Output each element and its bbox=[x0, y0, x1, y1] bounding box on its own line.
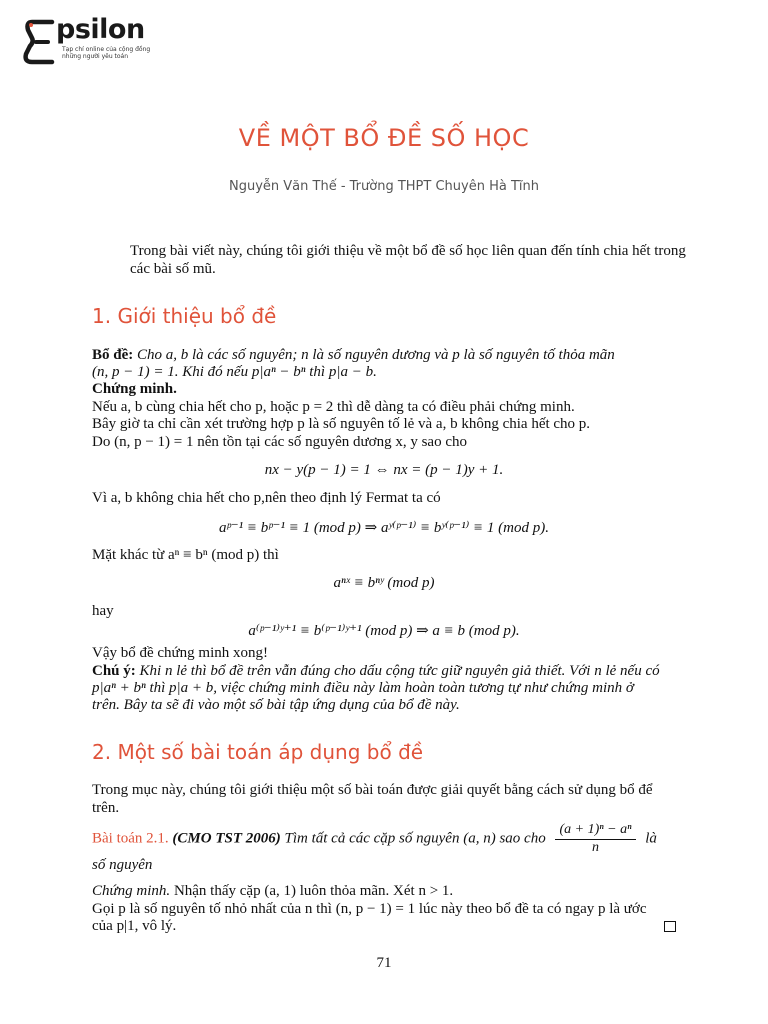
equation-3: aⁿˣ ≡ bⁿʸ (mod p) bbox=[333, 575, 435, 591]
intro-paragraph: Trong bài viết này, chúng tôi giới thiệu về một bổ đề số học liên quan đến tính chia hết trong các bài số mũ. bbox=[130, 243, 686, 277]
proof-line-5: Mặt khác từ aⁿ ≡ bⁿ (mod p) thì bbox=[92, 547, 279, 563]
proof-line-4: Vì a, b không chia hết cho p,nên theo định lý Fermat ta có bbox=[92, 490, 441, 506]
article-title: VỀ MỘT BỔ ĐỀ SỐ HỌC bbox=[238, 124, 530, 152]
qed-square-icon bbox=[664, 921, 676, 932]
logo-tagline bbox=[62, 46, 150, 60]
proof-line-2: Bây giờ ta chỉ cần xét trường hợp p là số nguyên tố lẻ và a, b không chia hết cho p. bbox=[92, 416, 591, 432]
fraction-denominator: n bbox=[591, 840, 599, 855]
problem-text: Tìm tất cả các cặp số nguyên (a, n) sao cho bbox=[284, 830, 546, 847]
proof-label bbox=[92, 381, 692, 398]
lemma-text-1: Cho a, b là các số nguyên; n là số nguyên dương và p là số nguyên tố thỏa mãn bbox=[137, 347, 615, 363]
problem-line-2 bbox=[92, 857, 692, 874]
equation-4: a⁽ᵖ⁻¹⁾ʸ⁺¹ ≡ b⁽ᵖ⁻¹⁾ʸ⁺¹ (mod p) ⇒ a ≡ b (mod p). bbox=[248, 623, 520, 639]
problem-fraction bbox=[555, 822, 635, 856]
logo-tagline-line-1: Tạp chí online của cộng đồng bbox=[62, 46, 151, 53]
equation-2: aᵖ⁻¹ ≡ bᵖ⁻¹ ≡ 1 (mod p) ⇒ aʸ⁽ᵖ⁻¹⁾ ≡ bʸ⁽ᵖ⁻¹⁾ ≡ 1 (mod p). bbox=[219, 520, 549, 536]
note-text-2: p|aⁿ + bⁿ thì p|a + b, việc chứng minh điều này làm hoàn toàn tương tự như chứng minh ở bbox=[92, 680, 634, 696]
proof-line-3: Do (n, p − 1) = 1 nên tồn tại các số nguyên dương x, y sao cho bbox=[92, 434, 467, 450]
problem-proof-line-2: Gọi p là số nguyên tố nhỏ nhất của n thì (n, p − 1) = 1 lúc này theo bổ đề ta có ngay p là ước bbox=[92, 901, 647, 917]
lemma-line-2 bbox=[92, 364, 692, 381]
equation-1: nx − y(p − 1) = 1 ⇔ nx = (p − 1)y + 1. bbox=[264, 462, 504, 478]
note-text-1: Khi n lẻ thì bổ đề trên vẫn đúng cho dấu cộng tức giữ nguyên giả thiết. Với n lẻ nếu có bbox=[139, 663, 660, 679]
note-line-3 bbox=[92, 697, 692, 714]
note-label: Chú ý: bbox=[92, 663, 136, 679]
logo-wordmark: psilon bbox=[56, 14, 145, 45]
section-2-intro-line-2: trên. bbox=[92, 800, 120, 816]
problem-proof-line-1 bbox=[92, 883, 692, 900]
section-2-heading: 2. Một số bài toán áp dụng bổ đề bbox=[92, 740, 424, 764]
problem-tail: là bbox=[645, 830, 657, 847]
note-text-3: trên. Bây ta sẽ đi vào một số bài tập ứng dụng của bổ đề này. bbox=[92, 697, 460, 713]
fraction-numerator: (a + 1)ⁿ − aⁿ bbox=[559, 822, 632, 837]
logo-tagline-line-2: những người yêu toán bbox=[62, 53, 129, 60]
lemma-line-1 bbox=[92, 347, 692, 364]
note-line-2 bbox=[92, 680, 692, 697]
section-2-intro-line-1: Trong mục này, chúng tôi giới thiệu một số bài toán được giải quyết bằng cách sử dụng bổ để bbox=[92, 782, 653, 798]
article-author: Nguyễn Văn Thế - Trường THPT Chuyên Hà Tĩnh bbox=[229, 179, 539, 194]
note-line-1 bbox=[92, 663, 692, 680]
page-number: 71 bbox=[376, 955, 392, 971]
proof-conclusion: Vậy bổ đề chứng minh xong! bbox=[92, 645, 269, 661]
problem-proof-line-3: của p|1, vô lý. bbox=[92, 918, 177, 934]
proof-label-text: Chứng minh. bbox=[92, 381, 177, 397]
problem-2-1 bbox=[92, 822, 692, 856]
problem-proof-text-1: Nhận thấy cặp (a, 1) luôn thỏa mãn. Xét n > 1. bbox=[173, 883, 454, 899]
problem-line-2-text: số nguyên bbox=[92, 857, 153, 873]
problem-proof-label: Chứng minh. bbox=[92, 883, 171, 899]
problem-label: Bài toán 2.1. bbox=[92, 830, 169, 847]
proof-line-6: hay bbox=[92, 603, 114, 619]
lemma-text-2: (n, p − 1) = 1. Khi đó nếu p|aⁿ − bⁿ thì p|a − b. bbox=[92, 364, 377, 380]
lemma-label: Bổ đề: bbox=[92, 347, 134, 363]
section-1-heading: 1. Giới thiệu bổ đề bbox=[92, 304, 277, 328]
proof-line-1: Nếu a, b cùng chia hết cho p, hoặc p = 2 thì dễ dàng ta có điều phải chứng minh. bbox=[92, 399, 575, 415]
problem-source: (CMO TST 2006) bbox=[172, 830, 281, 847]
